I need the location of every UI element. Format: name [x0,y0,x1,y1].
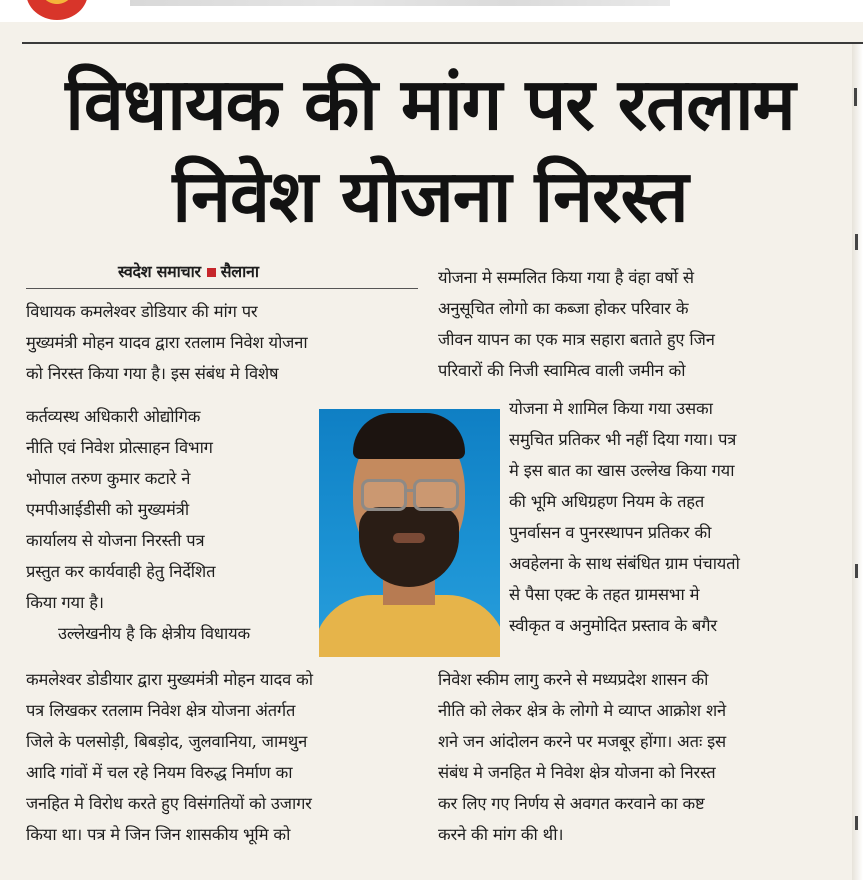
glasses-icon [361,479,407,511]
article-right-bottom [438,664,828,850]
masthead-strip [0,0,863,22]
text-line: संबंध मे जनहित मे निवेश क्षेत्र योजना को निरस्त [438,763,716,782]
headline-line-1: विधायक की मांग पर रतलाम [65,62,795,146]
text-line: जनहित मे विरोध करते हुए विसंगतियों को उजागर [26,794,312,813]
dateline [118,262,348,282]
text-line: नीति एवं निवेश प्रोत्साहन विभाग [26,438,213,457]
headline-line-2: निवेश योजना निरस्त [172,154,688,238]
article-left-top [26,296,416,389]
text-line: आदि गांवों में चल रहे नियम विरुद्ध निर्माण का [26,763,293,782]
newspaper-logo-icon [26,0,88,20]
edge-mark [855,816,858,830]
article-right-top [438,262,828,386]
photo-mouth [393,533,425,543]
text-line: निवेश स्कीम लागु करने से मध्यप्रदेश शासन की [438,670,709,689]
text-line: अनुसूचित लोगो का कब्जा होकर परिवार के [438,299,689,318]
dateline-source: स्वदेश समाचार [118,262,201,281]
text-line: मे इस बात का खास उल्लेख किया गया [509,461,735,480]
text-line: अवहेलना के साथ संबंधित ग्राम पंचायतो [509,554,740,573]
text-line: भोपाल तरुण कुमार कटारे ने [26,469,191,488]
glasses-bridge [407,489,415,492]
text-line: किया गया है। [26,593,104,612]
text-line: जिले के पलसोड़ी, बिबड़ोद, जुलवानिया, जामथुन [26,732,308,751]
edge-mark [855,234,858,250]
text-line: परिवारों की निजी स्वामित्व वाली जमीन को [438,361,686,380]
text-line: मुख्यमंत्री मोहन यादव द्वारा रतलाम निवेश योजना [26,333,308,352]
text-line: उल्लेखनीय है कि क्षेत्रीय विधायक [58,624,250,643]
text-line: विधायक कमलेश्वर डोडियार की मांग पर [26,302,258,321]
headline [30,58,830,242]
text-line: समुचित प्रतिकर भी नहीं दिया गया। पत्र [509,430,737,449]
edge-mark [855,564,858,578]
dateline-rule [26,288,418,289]
portrait-photo [319,409,500,657]
text-line: नीति को लेकर क्षेत्र के लोगो मे व्याप्त आक्रोश शने [438,701,726,720]
text-line: की भूमि अधिग्रहण नियम के तहत [509,492,705,511]
article-left-bottom [26,664,416,850]
glasses-icon [413,479,459,511]
text-line: जीवन यापन का एक मात्र सहारा बताते हुए जिन [438,330,715,349]
dateline-place: सैलाना [220,262,259,281]
text-line: प्रस्तुत कर कार्यवाही हेतु निर्देशित [26,562,216,581]
text-line: पुनर्वासन व पुनरस्थापन प्रतिकर की [509,523,712,542]
text-line: स्वीकृत व अनुमोदित प्रस्ताव के बगैर [509,616,717,635]
article-right-wrap [509,393,828,641]
text-line: करने की मांग की थी। [438,825,564,844]
text-line: कार्यालय से योजना निरस्ती पत्र [26,531,205,550]
text-line: एमपीआईडीसी को मुख्यमंत्री [26,500,189,519]
text-line: योजना मे सम्मलित किया गया है वंहा वर्षो से [438,268,694,287]
text-line: कर्तव्यस्थ अधिकारी ओद्योगिक [26,407,201,426]
text-line: शने जन आंदोलन करने पर मजबूर होंगा। अतः इस [438,732,727,751]
dateline-square-icon [207,268,216,277]
text-line: कर लिए गए निर्णय से अवगत करवाने का कष्ट [438,794,705,813]
photo-beard [359,507,459,587]
cropped-masthead-text [130,0,670,6]
article-left-wrap [26,401,311,649]
edge-mark [854,88,857,106]
text-line: से पैसा एक्ट के तहत ग्रामसभा मे [509,585,700,604]
text-line: कमलेश्वर डोडीयार द्वारा मुख्यमंत्री मोहन यादव को [26,670,313,689]
text-line: को निरस्त किया गया है। इस संबंध मे विशेष [26,364,279,383]
header-rule [22,42,863,44]
text-line: पत्र लिखकर रतलाम निवेश क्षेत्र योजना अंतर्गत [26,701,296,720]
text-line: योजना मे शामिल किया गया उसका [509,399,713,418]
page-edge [852,44,863,880]
text-line: किया था। पत्र मे जिन जिन शासकीय भूमि को [26,825,291,844]
photo-hair [353,413,465,459]
